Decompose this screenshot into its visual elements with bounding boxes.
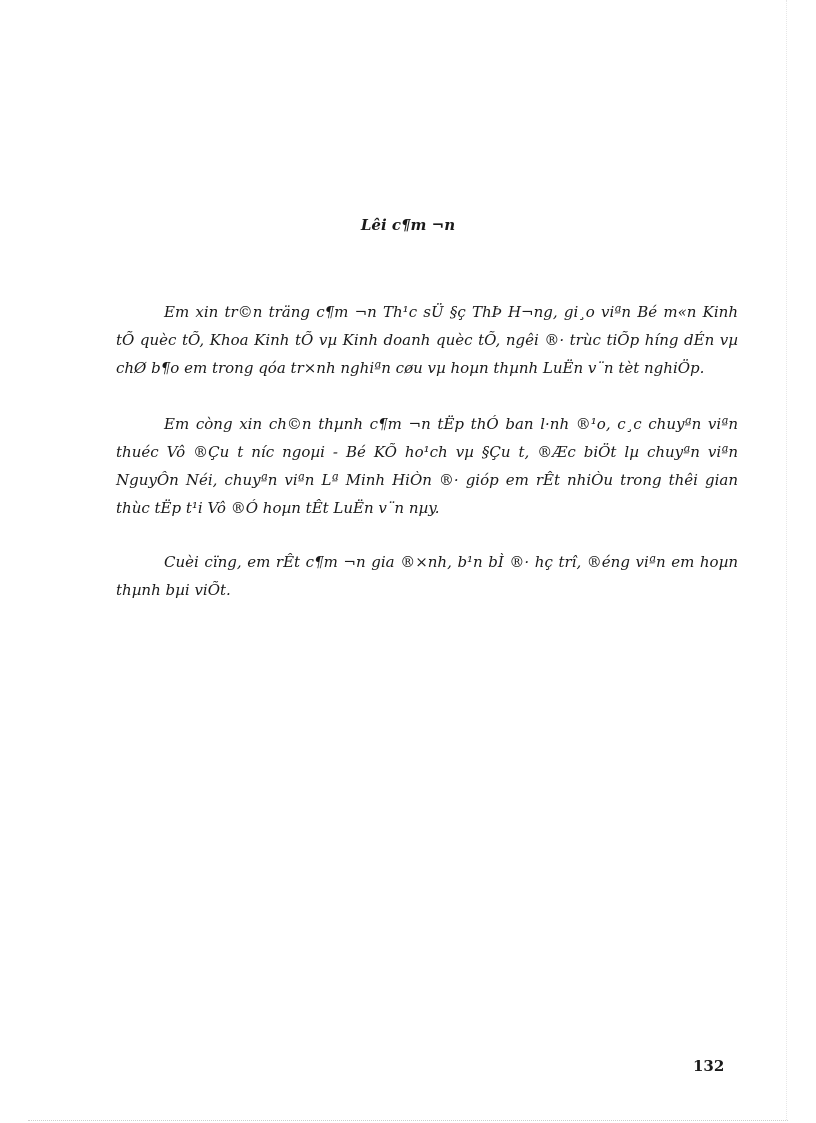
paragraph-text: Em xin tr©n träng c¶m ¬n Th¹c sÜ §ç ThÞ H¬ng, gi¸o viªn Bé m«n Kinh tÕ quèc tÕ, Khoa Kinh tÕ vµ Kinh doanh quèc tÕ, ngêi ®· trùc tiÕp híng dÉn vµ chØ b¶o em trong qóa tr×nh nghiªn cøu vµ hoµn thµnh LuËn v¨n tèt nghiÖp. xyxy=(116,303,738,377)
paragraph-2 xyxy=(116,410,738,522)
paragraph-3 xyxy=(116,548,738,604)
paragraph-1 xyxy=(116,298,738,382)
footer-divider xyxy=(28,1120,788,1121)
paragraph-text: Cuèi cïng, em rÊt c¶m ¬n gia ®×nh, b¹n bÌ ®· hç trî, ®éng viªn em hoµn thµnh bµi viÕt. xyxy=(116,553,738,599)
page-number: 132 xyxy=(693,1057,725,1075)
paragraph-text: Em còng xin ch©n thµnh c¶m ¬n tËp thÓ ban l·nh ®¹o, c¸c chuyªn viªn thuéc Vô ®Çu t níc ngoµi - Bé KÕ ho¹ch vµ §Çu t, ®Æc biÖt lµ chuyªn viªn NguyÔn Néi, chuyªn viªn Lª Minh HiÒn ®· gióp em rÊt nhiÒu trong thêi gian thùc tËp t¹i Vô ®Ó hoµn tÊt LuËn v¨n nµy. xyxy=(116,415,738,517)
page-edge-divider xyxy=(786,0,787,1120)
page-title: Lêi c¶m ¬n xyxy=(360,216,456,234)
